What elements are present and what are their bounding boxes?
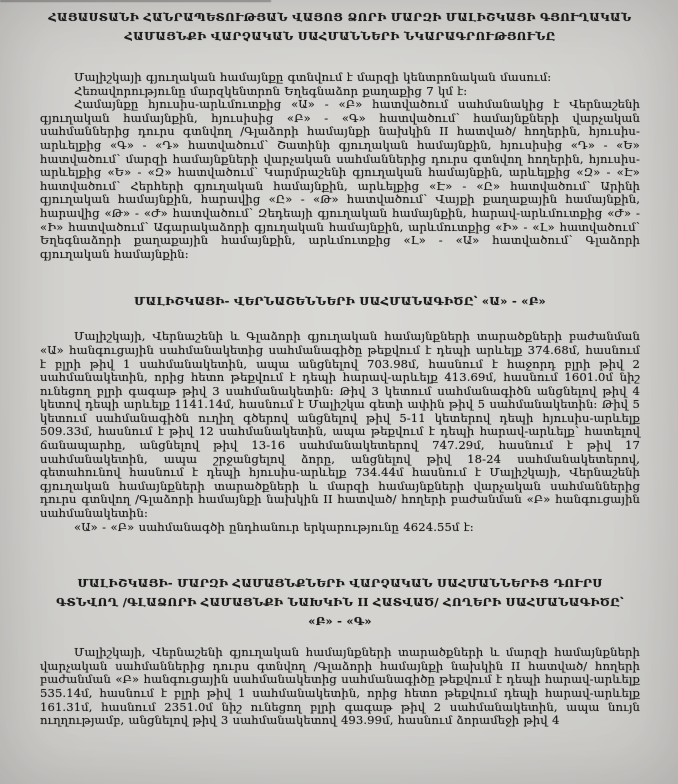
section1-paragraph-total-length: «Ա» - «Բ» սահմանագծի ընդհանուր երկարությունը 4624.55մ է: [74, 519, 474, 534]
intro-paragraph-location: Մալիշկայի գյուղական համայնքը գտնվում է մարզի կենտրոնական մասում: [74, 70, 552, 84]
section2-heading: ՄԱԼԻՇԿԱՅԻ- ՄԱՐԶԻ ՀԱՄԱՅՆՔՆԵՐԻ ՎԱՐՉԱԿԱՆ ՍԱՀՄԱՆՆԵՐԻՑ ԴՈՒՐՍ ԳՏՆՎՈՂ /ԳԼԱՁՈՐԻ ՀԱՄԱՅՆՔԻ ՆԱԽԿԻՆ II ՀԱՏՎԱԾ/ ՀՈՂԵՐԻ ՍԱՀՄԱՆԱԳԻԾԸ՝ «Բ» - «Գ» [56, 576, 624, 629]
intro-paragraph-distance: Հեռավորությունը մարզկենտրոն Եղեգնաձոր քաղաքից 7 կմ է: [74, 83, 468, 98]
section2-paragraph-boundary-description: Մալիշկայի, Վերնաշենի գյուղական համայնքների տարածքների և մարզի համայնքների վարչական սահմաններից դուրս գտնվող /Գլաձորի համայնքի նախկին II հատված/ հողերի բաժանման «Բ» հանգուցային սահմանակետից սահմանագիծը թեքվում է դեպի հարավ-արևելք 535.14մ, հասնում է բլրի թիվ 1 սահմանակետին, որից հետո թեքվում դեպի հարավ-արևելք 161.31մ, հասնում 2351.0մ նիշ ունեցող բլրի գագաթ թիվ 2 սահմանակետին, ապա նույն ուղղությամբ, անցնելով թիվ 3 սահմանակետով 493.99մ, հասնում ձորամեջի թիվ 4 [40, 645, 640, 728]
section1-paragraph-boundary-description: Մալիշկայի, Վերնաշենի և Գլաձորի գյուղական համայնքների տարածքների բաժանման «Ա» հանգուցային սահմանակետից սահմանագիծը թեքվում է դեպի արևելք 374.68մ, հասնում է բլրի թիվ 1 սահմանակետին, ապա անցնելով 703.98մ, հասնում է հաջորդ բլրի թիվ 2 սահմանակետին, որից հետո թեքվում է դեպի հարավ-արևելք 413.69մ, հասնում 1601.0մ նիշ ունեցող բլրի գագաթ թիվ 3 սահմանակետին: Թիվ 3 կետում սահմանագիծն անցնելով թիվ 4 կետով դեպի արևելք 1141.14մ, հասնում է Մալիշկա գետի ափին թիվ 5 սահմանակետին: Թիվ 5 կետում սահմանագիծն ուղիղ գծերով անցնելով թիվ 5-11 կետերով դեպի հյուսիս-արևելք 509.33մ, հասնում է թիվ 12 սահմանակետին, ապա թեքվում է դեպի հարավ-արևելք՝ հատելով ճանապարհը, անցնելով թիվ 13-16 սահմանակետերով 747.29մ, հասնում է թիվ 17 սահմանակետին, ապա շրջանցելով ձորը, անցնելով թիվ 18-24 սահմանակետերով, գետահունով հասնում է դեպի հյուսիս-արևելք 734.44մ հասնում է Մալիշկայի, Վերնաշենի գյուղական համայնքների տարածքների և մարզի համայնքների վարչական սահմաններից դուրս գտնվող /Գլաձորի համայնքի նախկին II հատված/ հողերի բաժանման «Բ» հանգուցային սահմանակետին: [40, 329, 640, 521]
intro-paragraph-borders: Համայնքը հյուսիս-արևմուտքից «Ա» - «Բ» հատվածում սահմանակից է Վերնաշենի գյուղական համայնքին, հյուսիսից «Բ» - «Գ» հատվածում՝ համայնքների վարչական սահմաններից դուրս գտնվող /Գլաձորի համայնքի նախկին II հատված/ հողերին, հյուսիս-արևելքից «Գ» - «Դ» հատվածում՝ Շատինի գյուղական համայնքին, հյուսիսից «Դ» - «Ե» հատվածում՝ մարզի համայնքների վարչական սահմաններից դուրս գտնվող հողերին, հյուսիս-արևելքից «Ե» - «Զ» հատվածում՝ Կարմրաշենի գյուղական համայնքին, արևելքից «Զ» - «Է» հատվածում՝ Հերհերի գյուղական համայնքին, արևելքից «Է» - «Ը» հատվածում՝ Արինի գյուղական համայնքին, հարավից «Ը» - «Թ» հատվածում՝ Վայքի քաղաքային համայնքին, հարավից «Թ» - «Ժ» հատվածում՝ Զեդեայի գյուղական համայնքին, հարավ-արևմուտքից «Ժ» - «Ի» հատվածում՝ Ագարակաձորի գյուղական համայնքին, արևմուտքից «Ի» - «Լ» հատվածում՝ Եղեգնաձորի քաղաքային համայնքին, արևմուտքից «Լ» - «Ա» հատվածում՝ Գլաձորի գյուղական համայնքին: [40, 97, 640, 261]
section1-heading: ՄԱԼԻՇԿԱՅԻ- ՎԵՐՆԱՇԵՆՆԵՐԻ ՍԱՀՄԱՆԱԳԻԾԸ՝ «Ա» - «Բ» [134, 294, 546, 309]
document-title: ՀԱՅԱՍՏԱՆԻ ՀԱՆՐԱՊԵՏՈՒԹՅԱՆ ՎԱՅՈՑ ՁՈՐԻ ՄԱՐԶԻ ՄԱԼԻՇԿԱՅԻ ԳՅՈՒՂԱԿԱՆ ՀԱՄԱՅՆՔԻ ՎԱՐՉԱԿԱՆ ՍԱՀՄԱՆՆԵՐԻ ՆԿԱՐԱԳՐՈՒԹՅՈՒՆԸ [48, 10, 632, 43]
